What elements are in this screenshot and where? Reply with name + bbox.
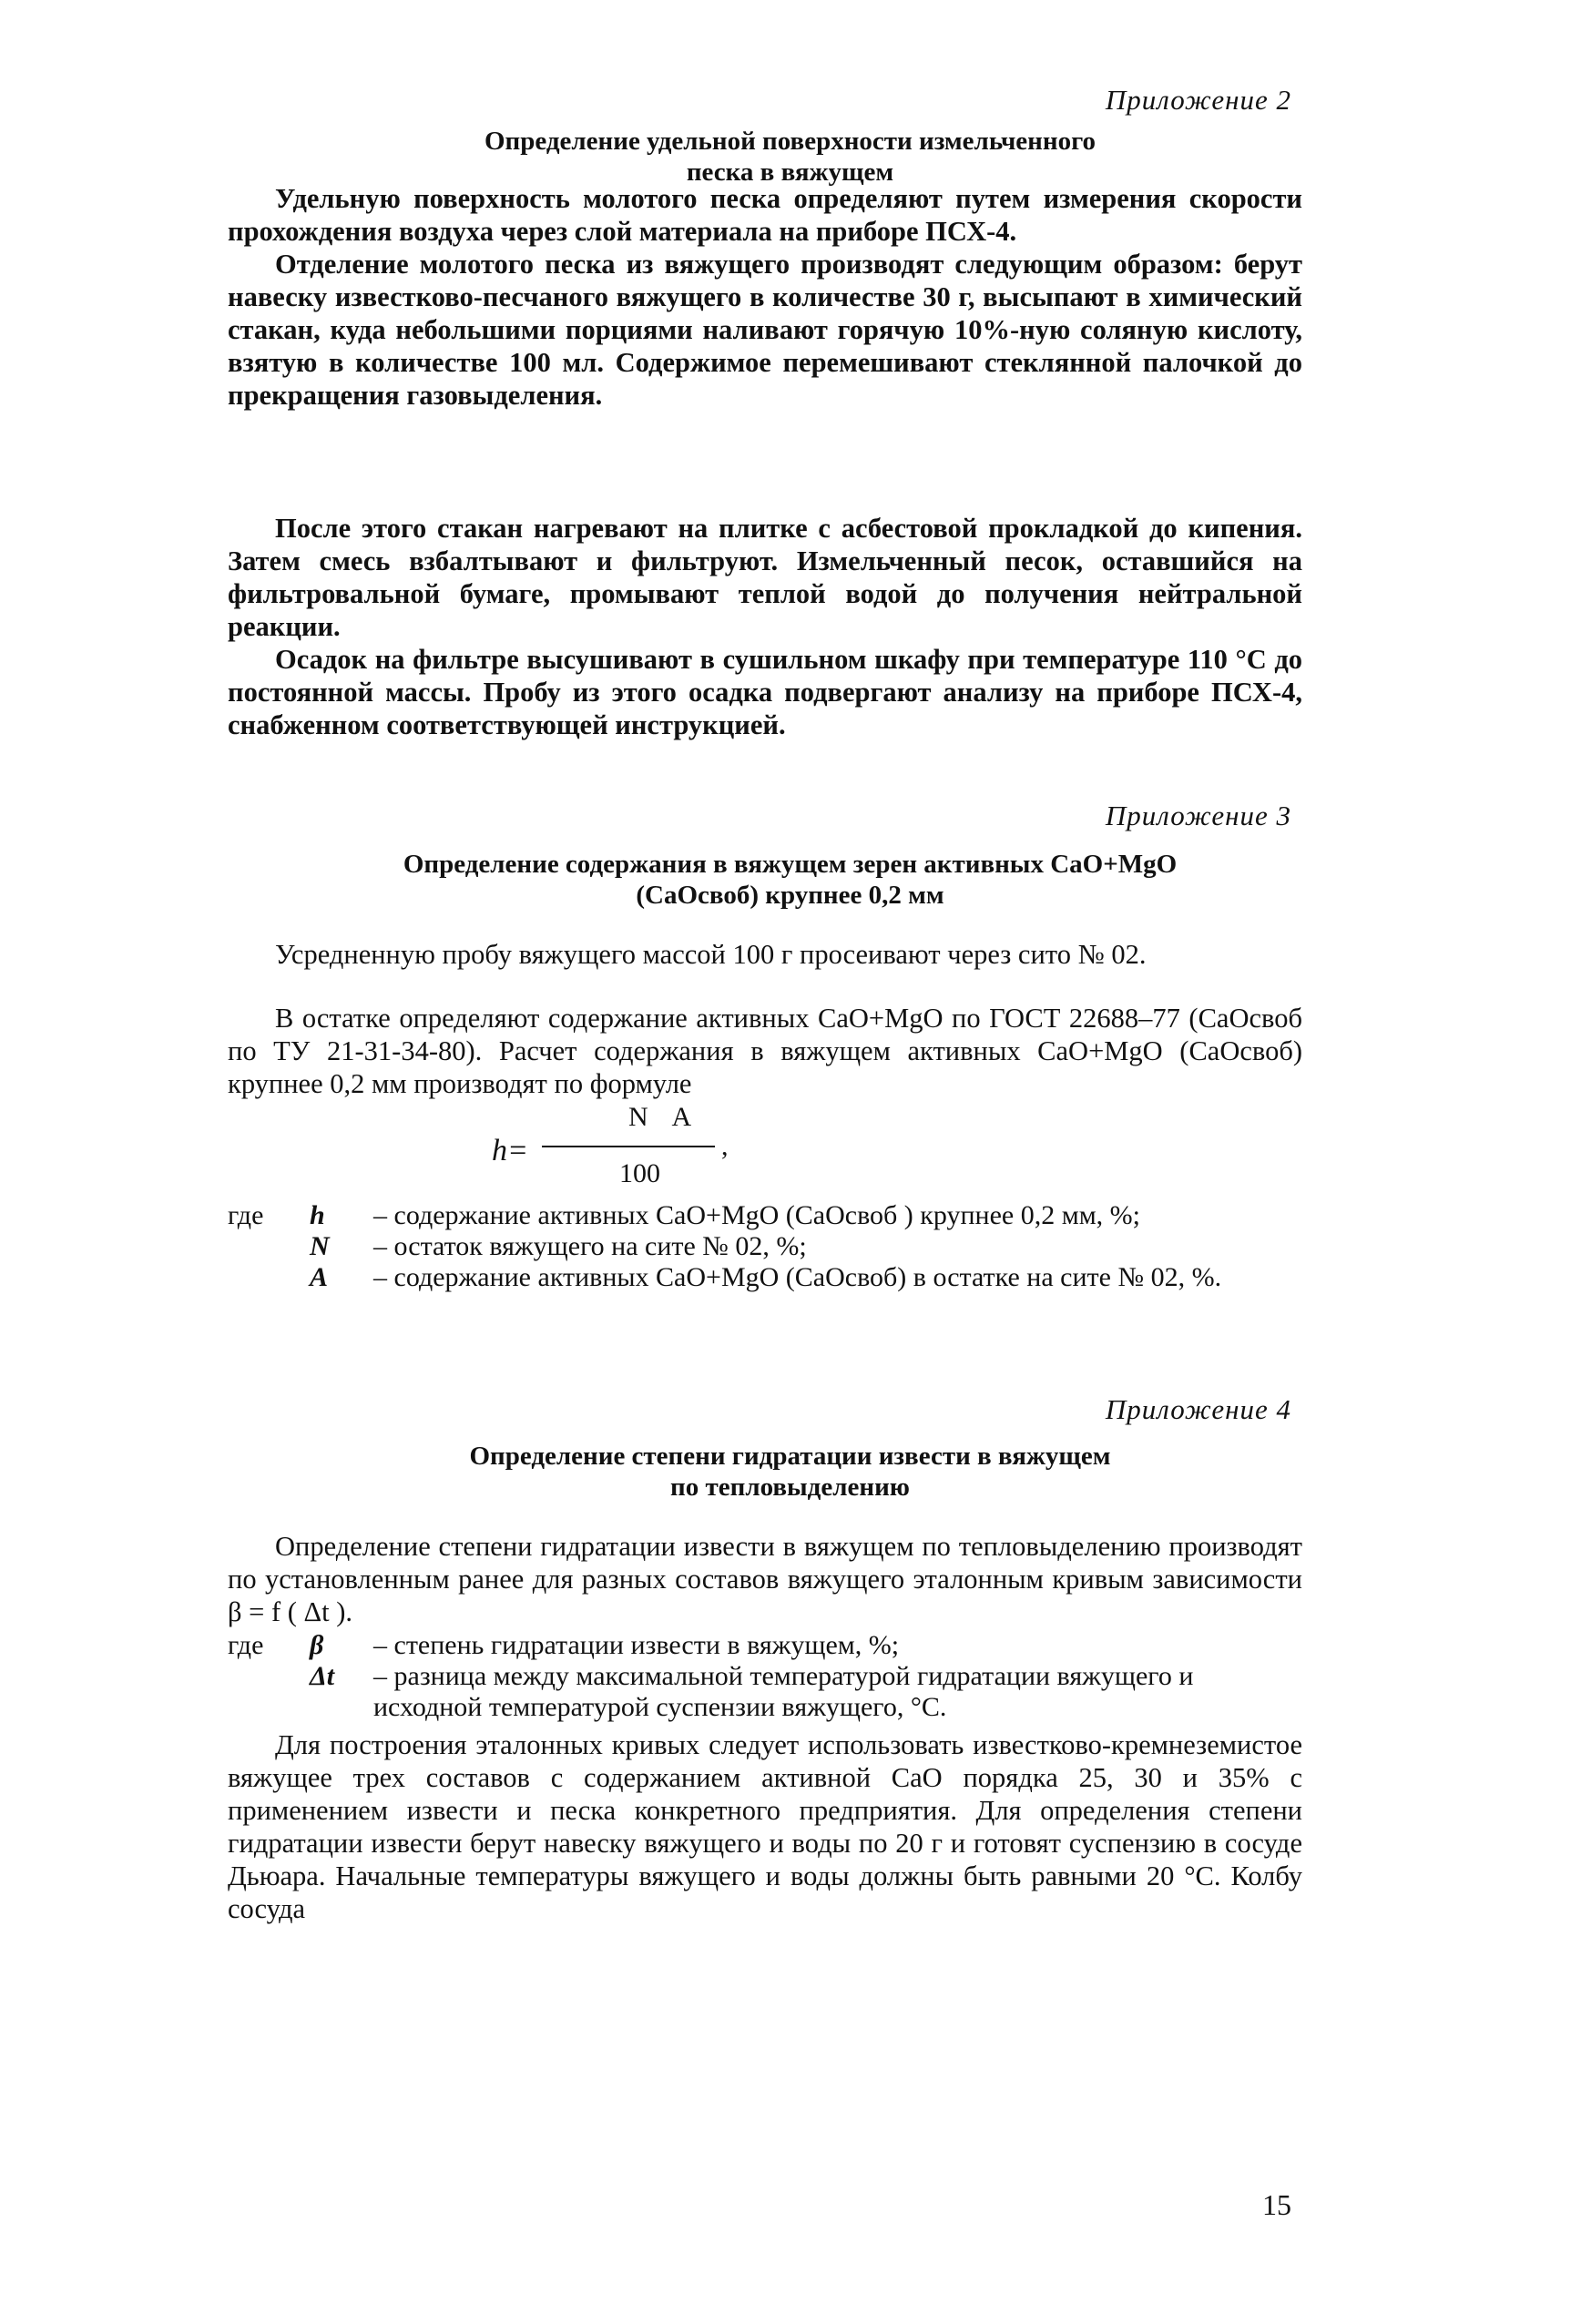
where-word: где	[228, 1630, 264, 1660]
appendix-2-label: Приложение 2	[1105, 84, 1291, 116]
appendix-4-title	[228, 1441, 1352, 1503]
definition-row	[228, 1630, 1302, 1661]
formula-numerator: N A	[628, 1102, 701, 1132]
appendix-3-label: Приложение 3	[1105, 800, 1291, 831]
where-word: где	[228, 1200, 264, 1230]
definition-symbol: β	[310, 1630, 324, 1660]
formula-denominator: 100	[619, 1158, 660, 1188]
definition-text: – остаток вяжущего на сите № 02, %;	[373, 1231, 807, 1261]
appendix-4-paragraph-2: Для построения эталонных кривых следует использовать известково-кремнеземистое вяжущее трех составов с содержанием активной CaO порядка 25, 30 и 35% с применением извести и песка конкретного предприятия. Для определения степени гидратации извести берут навеску вяжущего и воды по 20 г и готовят суспензию в сосуде Дьюара. Начальные температуры вяжущего и воды должны быть равными 20 °С. Колбу сосуда	[228, 1729, 1302, 1924]
appendix-4-title-line-1: Определение степени гидратации извести в вяжущем	[469, 1442, 1111, 1471]
definition-row	[228, 1262, 1302, 1293]
appendix-2-paragraph-1: Удельную поверхность молотого песка определяют путем измерения скорости прохождения воздуха через слой материала на приборе ПСХ-4.	[228, 183, 1302, 247]
definition-symbol: Δt	[310, 1661, 335, 1691]
appendix-2-paragraph-2: Отделение молотого песка из вяжущего производят следующим образом: берут навеску известково-песчаного вяжущего в количестве 30 г, высыпают в химический стакан, куда небольшими порциями наливают горячую 10%-ную соляную кислоту, взятую в количестве 100 мл. Содержимое перемешивают стеклянной палочкой до прекращения газовыделения.	[228, 249, 1302, 411]
appendix-2-paragraph-3: После этого стакан нагревают на плитке с асбестовой прокладкой до кипения. Затем смесь взбалтывают и фильтруют. Измельченный песок, оставшийся на фильтровальной бумаге, промывают теплой водой до получения нейтральной реакции.	[228, 513, 1302, 642]
page-number: 15	[1262, 2188, 1291, 2221]
formula-comma: ,	[721, 1131, 729, 1161]
appendix-4-label: Приложение 4	[1105, 1393, 1291, 1425]
definition-text: – разница между максимальной температурой гидратации вяжущего и исходной температурой суспензии вяжущего, °С.	[373, 1661, 1194, 1722]
definition-symbol: A	[310, 1262, 329, 1292]
appendix-4-title-line-2: по тепловыделению	[670, 1473, 910, 1502]
appendix-2-paragraph-4: Осадок на фильтре высушивают в сушильном шкафу при температуре 110 °С до постоянной массы. Пробу из этого осадка подвергают анализу на приборе ПСХ-4, снабженном соответствующей инструкцией.	[228, 644, 1302, 740]
appendix-3-title-line-1: Определение содержания в вяжущем зерен активных CaO+MgO	[403, 850, 1178, 879]
appendix-3-paragraph-1: Усредненную пробу вяжущего массой 100 г просеивают через сито № 02.	[275, 939, 1147, 970]
formula-fraction-bar	[542, 1146, 715, 1147]
definition-row	[228, 1231, 1302, 1262]
appendix-3-title-line-2: (CaOсвоб) крупнее 0,2 мм	[636, 881, 944, 910]
definition-text: – степень гидратации извести в вяжущем, %;	[373, 1630, 900, 1660]
appendix-3-definitions	[228, 1200, 1302, 1293]
definition-symbol: N	[310, 1231, 330, 1261]
appendix-4-paragraph-1: Определение степени гидратации извести в вяжущем по тепловыделению производят по установленным ранее для разных составов вяжущего эталонным кривым зависимости β = f ( Δt ).	[228, 1531, 1302, 1627]
appendix-2-title	[228, 126, 1352, 188]
appendix-4-definitions	[228, 1630, 1302, 1723]
appendix-3-paragraph-2: В остатке определяют содержание активных CaO+MgO по ГОСТ 22688–77 (CaOсвоб по ТУ 21-31-34-80). Расчет содержания в вяжущем активных CaO+MgO (CaOсвоб) крупнее 0,2 мм производят по формуле	[228, 1003, 1302, 1099]
definition-row	[228, 1200, 1302, 1231]
definition-row	[228, 1661, 1302, 1723]
formula-lhs: h=	[492, 1134, 528, 1167]
appendix-2-title-line-2: песка в вяжущем	[686, 158, 894, 187]
definition-symbol: h	[310, 1200, 325, 1230]
appendix-2-title-line-1: Определение удельной поверхности измельченного	[484, 127, 1096, 156]
appendix-3-title	[228, 849, 1352, 911]
definition-text: – содержание активных CaO+MgO (CaOсвоб) в остатке на сите № 02, %.	[373, 1262, 1222, 1292]
definition-text: – содержание активных CaO+MgO (CaOсвоб ) крупнее 0,2 мм, %;	[373, 1200, 1141, 1230]
formula	[492, 1102, 783, 1202]
